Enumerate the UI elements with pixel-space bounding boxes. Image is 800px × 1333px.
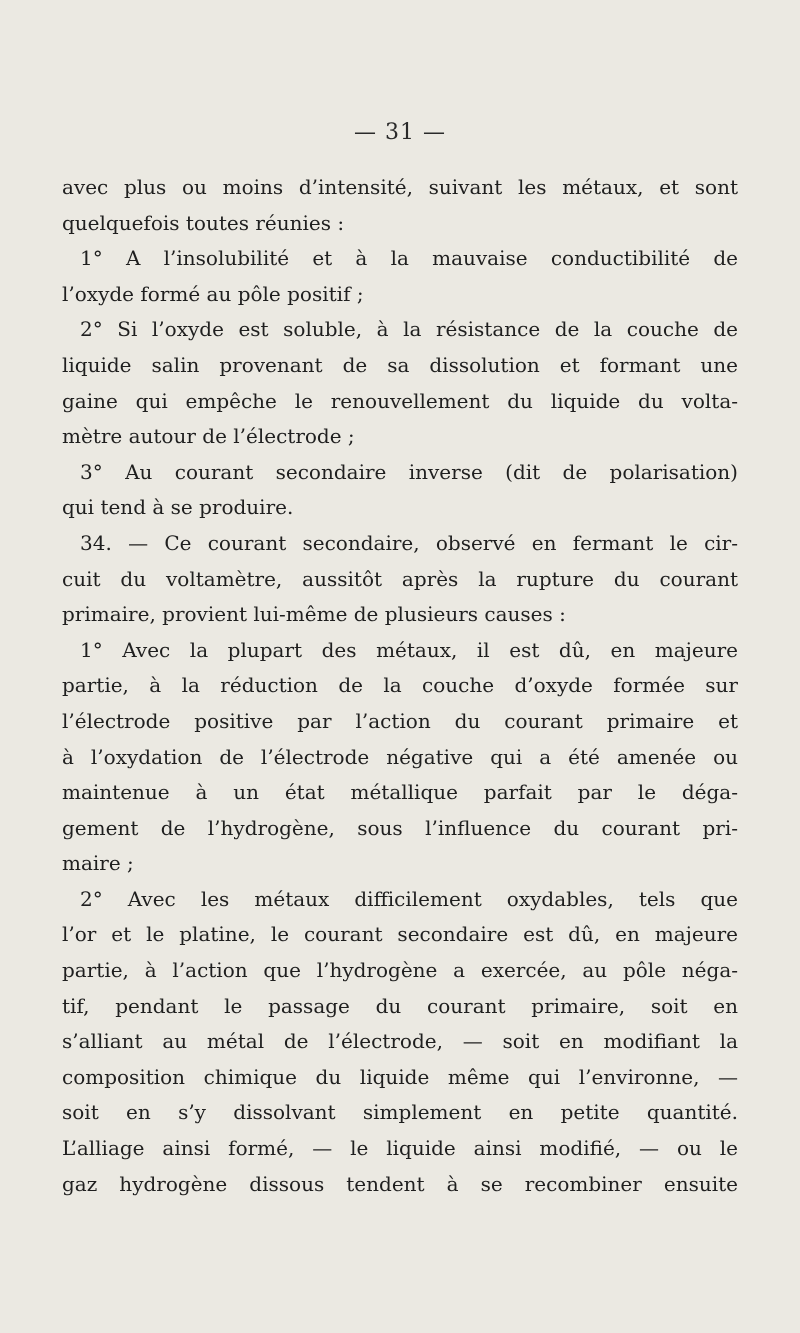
text-line: maintenue à un état métallique parfait par le déga- (62, 780, 738, 805)
text-line: l’oxyde formé au pôle positif ; (62, 281, 364, 306)
body-text (62, 170, 738, 1202)
text-line: gaine qui empêche le renouvellement du liquide du volta- (62, 388, 738, 413)
text-line: 1° Avec la plupart des métaux, il est dû, en majeure (80, 637, 738, 662)
text-line: partie, à la réduction de la couche d’oxyde formée sur (62, 673, 738, 698)
text-line: s’alliant au métal de l’électrode, — soit en modifiant la (62, 1029, 738, 1054)
text-line: maire ; (62, 851, 134, 876)
text-line: L’alliage ainsi formé, — le liquide ainsi modifié, — ou le (62, 1136, 738, 1161)
text-line: partie, à l’action que l’hydrogène a exercée, au pôle néga- (62, 958, 738, 983)
text-line: primaire, provient lui-même de plusieurs causes : (62, 602, 566, 627)
text-line: 2° Avec les métaux difficilement oxydables, tels que (80, 886, 738, 911)
text-line: tif, pendant le passage du courant primaire, soit en (62, 993, 738, 1018)
text-line: gaz hydrogène dissous tendent à se recombiner ensuite (62, 1171, 738, 1196)
text-line: à l’oxydation de l’électrode négative qui a été amenée ou (62, 744, 738, 769)
text-line: gement de l’hydrogène, sous l’influence du courant pri- (62, 815, 738, 840)
text-line: l’or et le platine, le courant secondaire est dû, en majeure (62, 922, 738, 947)
text-line: 34. — Ce courant secondaire, observé en fermant le cir- (80, 530, 738, 555)
text-line: composition chimique du liquide même qui l’environne, — (62, 1064, 738, 1089)
text-line: mètre autour de l’électrode ; (62, 424, 355, 449)
text-line: 3° Au courant secondaire inverse (dit de polarisation) (80, 459, 738, 484)
text-line: l’électrode positive par l’action du courant primaire et (62, 708, 738, 733)
text-line: liquide salin provenant de sa dissolution et formant une (62, 352, 738, 377)
text-line: cuit du voltamètre, aussitôt après la rupture du courant (62, 566, 738, 591)
text-line: quelquefois toutes réunies : (62, 210, 345, 235)
page-number: — 31 — (354, 120, 446, 145)
text-line: 2° Si l’oxyde est soluble, à la résistance de la couche de (80, 317, 738, 342)
text-line: soit en s’y dissolvant simplement en petite quantité. (62, 1100, 738, 1125)
text-line: qui tend à se produire. (62, 495, 294, 520)
text-line: 1° A l’insolubilité et à la mauvaise conductibilité de (80, 246, 738, 271)
text-line: avec plus ou moins d’intensité, suivant les métaux, et sont (62, 175, 738, 199)
